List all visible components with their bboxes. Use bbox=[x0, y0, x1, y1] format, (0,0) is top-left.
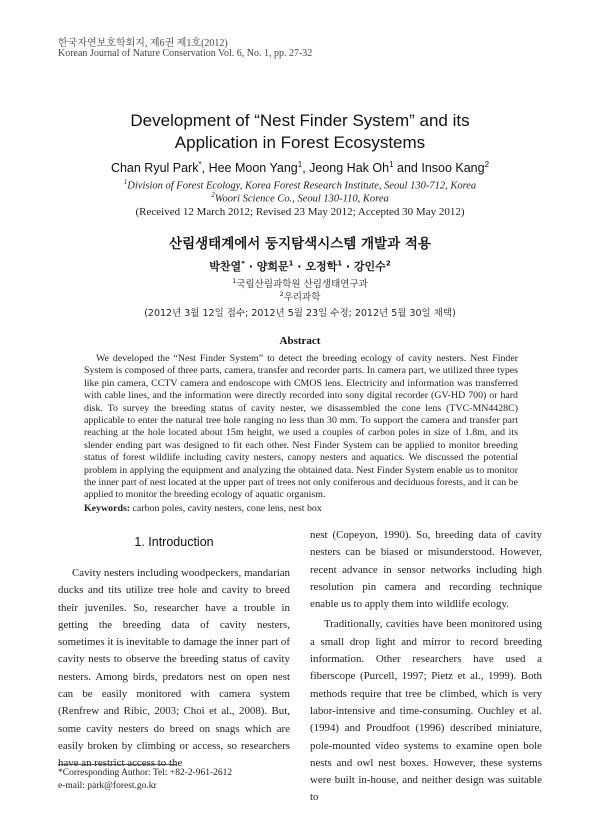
korean-author-separator: · bbox=[293, 260, 306, 273]
author-mark: 2 bbox=[484, 160, 490, 169]
korean-author-mark: 2 bbox=[385, 259, 391, 268]
korean-affiliation-mark: 2 bbox=[279, 289, 284, 298]
received-dates: (Received 12 March 2012; Revised 23 May 2012; Accepted 30 May 2012) bbox=[135, 206, 465, 218]
right-column bbox=[310, 527, 542, 807]
left-column bbox=[58, 565, 290, 773]
affiliation-1 bbox=[40, 178, 560, 192]
korean-author-mark: 1 bbox=[337, 259, 343, 268]
korean-author-mark: * bbox=[241, 259, 245, 268]
korean-author-name: 오정학 bbox=[305, 260, 338, 273]
author-name: Chan Ryul Park bbox=[110, 161, 199, 176]
journal-korean-header: 한국자연보호학회지, 제6권 제1호(2012) bbox=[58, 38, 228, 49]
author-name: Hee Moon Yang bbox=[208, 161, 298, 176]
affiliation-text: Woori Science Co., Seoul 130-110, Korea bbox=[214, 193, 389, 205]
korean-author-separator: · bbox=[244, 260, 257, 273]
author-list bbox=[40, 160, 560, 175]
intro-paragraph-left: Cavity nesters including woodpeckers, mandarian ducks and tits utilize tree hole and cavity to breed their juveniles. So, researcher have a trouble in getting the breeding data of cavity nesters, sometimes it is inevitable to damage the inner part of cavity nests to observe the breeding status of cavity nesters. Among birds, predators nest on open nest can be easily monitored with camera system (Renfrew and Ribic, 2003; Choi et al., 2008). But, some cavity nesters do breed on snags which are easily broken by climbing or access, so researchers have an restrict access to the bbox=[58, 567, 290, 770]
author-mark: 1 bbox=[389, 160, 394, 169]
footnote-divider bbox=[58, 764, 176, 765]
korean-affiliation-text: 국립산림과학원 산림생태연구과 bbox=[236, 279, 368, 290]
korean-affiliation-1 bbox=[40, 276, 560, 290]
korean-affiliation-2 bbox=[40, 289, 560, 303]
korean-author-name: 강인수 bbox=[353, 260, 386, 273]
abstract-heading: Abstract bbox=[279, 335, 321, 347]
title-line-1: Development of “Nest Finder System” and its bbox=[130, 111, 470, 130]
author-separator: , bbox=[201, 161, 209, 176]
korean-author-list bbox=[40, 258, 560, 274]
keywords-label: Keywords: bbox=[84, 503, 131, 514]
korean-author-mark: 1 bbox=[288, 259, 294, 268]
korean-author-name: 박찬열 bbox=[209, 260, 242, 273]
intro-paragraph-right-2: Traditionally, cavities have been monitored using a small drop light and mirror to record breeding information. Other researchers have used a fiberscope (Purcell, 1997; Pietz et al., 1999). Both methods require that tree be climbed, which is very labor-intensive and time-consuming. Ouchley et al. (1994) and Proudfoot (1996) described miniature, pole-mounted video systems to examine open bole nests and owl nest boxes. However, these systems were built in-house, and neither design was suitable to bbox=[310, 618, 542, 804]
affiliation-2 bbox=[40, 191, 560, 205]
footnote-corresponding: *Corresponding Author: Tel: +82-2-961-2612 bbox=[58, 768, 233, 778]
korean-author-separator: · bbox=[342, 260, 354, 273]
journal-english-header: Korean Journal of Nature Conservation Vol. 6, No. 1, pp. 27-32 bbox=[58, 48, 313, 59]
intro-paragraph-right-1: nest (Copeyon, 1990). So, breeding data of cavity nesters can be biased or misunderstood. However, recent advance in sensor networks including high resolution pin camera and recording technique enable us to apply them into wildlife ecology. bbox=[310, 529, 542, 611]
author-mark: * bbox=[198, 160, 202, 169]
author-mark: 1 bbox=[297, 160, 303, 169]
korean-received-dates: (2012년 3월 12일 접수; 2012년 5월 23일 수정; 2012년 5월 30일 채택) bbox=[144, 308, 456, 319]
keywords-list: carbon poles, cavity nesters, cone lens, nest box bbox=[130, 503, 322, 514]
paper-title bbox=[40, 110, 560, 154]
affiliation-text: Division of Forest Ecology, Korea Forest Research Institute, Seoul 130-712, Korea bbox=[127, 180, 477, 192]
title-line-2: Application in Forest Ecosystems bbox=[174, 133, 426, 152]
abstract-text: We developed the “Nest Finder System” to detect the breeding ecology of cavity nesters. Nest Finder System is composed of three parts, camera, transfer and recorder parts. In camera part, we utilized three types like pin camera, CCTV camera and endoscope with CMOS lens. Electricity and information was transferred with cable lines, and the information were directly recorded into sony digital recorder (GV-HD 700) or hard disk. To survey the breeding status of cavity nester, we disassembled the cone lens (TVC-MN4428C) applicable to enter the natural tree hole ranging no less than 30 mm. To support the camera and transfer part reaching at the hole located about 15m height, we used a couples of carbon poles in size of 1.8m, and its slender ending part was designed to fit each other. Nest Finder System can be applied to monitor breeding status of forest wildlife including cavity nesters, canopy nesters and aquatics. We discussed the potential problem in applying the equipment and analyzing the obtained data. Nest Finder System enable us to monitor the inner part of nest located at the upper part of trees not only coniferous and deciduous forests, and it can be applied to monitor the breeding ecology of aquatic organism. bbox=[84, 353, 518, 501]
keywords bbox=[84, 503, 518, 514]
korean-title: 산림생태계에서 둥지탐색시스템 개발과 적용 bbox=[169, 236, 431, 252]
author-separator: , bbox=[302, 161, 310, 176]
introduction-heading: 1. Introduction bbox=[134, 535, 214, 549]
affiliation-mark: 1 bbox=[123, 178, 128, 186]
affiliation-mark: 2 bbox=[211, 191, 215, 199]
korean-affiliation-text: 우리과학 bbox=[283, 292, 321, 303]
author-name: Jeong Hak Oh bbox=[309, 161, 390, 176]
korean-author-name: 양희문 bbox=[256, 260, 289, 273]
footnote-email: e-mail: park@forest.go.kr bbox=[58, 781, 157, 791]
korean-affiliation-mark: 1 bbox=[232, 276, 237, 285]
author-conjunction: and bbox=[393, 161, 422, 176]
author-name: Insoo Kang bbox=[421, 161, 485, 176]
